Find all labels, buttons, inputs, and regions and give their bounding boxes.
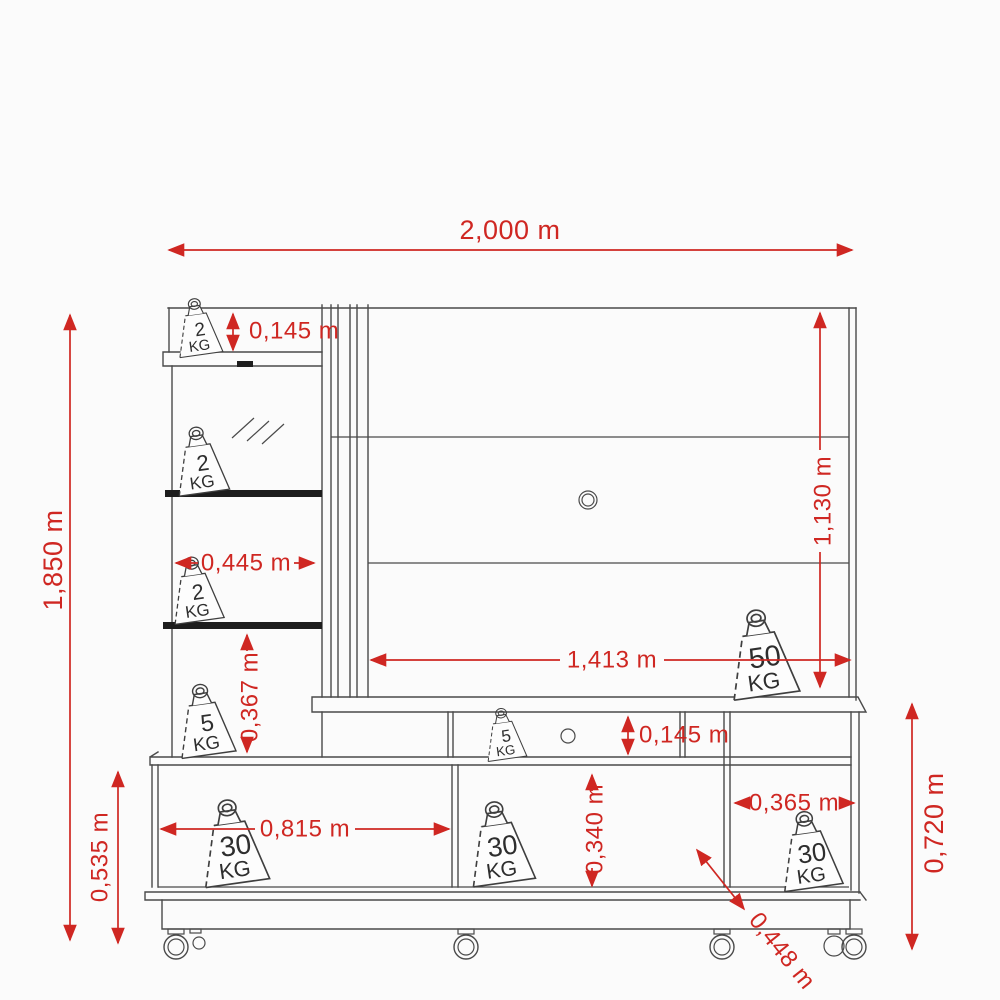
- weight-icon-30kg-bottom-right: [774, 808, 843, 892]
- tv-panel-seams: [331, 437, 849, 563]
- weight-value-label: 5: [198, 709, 216, 738]
- caster-icon-left: [164, 929, 205, 959]
- dim-middle-niche-height: [628, 717, 729, 754]
- dim-panel-width-label: 1,413 m: [566, 646, 658, 674]
- weight-icon-5kg-middle-niche: [481, 706, 527, 762]
- weight-unit-label: KG: [495, 741, 517, 760]
- caster-icon-right: [824, 929, 866, 959]
- cabinet-left-wall: [152, 765, 158, 887]
- caster-icon-mid-left: [454, 929, 478, 959]
- weight-icon-2kg-glass-shelf: [170, 424, 230, 496]
- dim-lower-section-height: [912, 704, 949, 949]
- dim-bottom-right-width-label: 0,365 m: [748, 789, 840, 817]
- weight-value-label: 50: [746, 639, 784, 676]
- weight-unit-label: KG: [184, 599, 211, 622]
- dim-left-niche-height: [237, 635, 264, 752]
- weight-unit-label: KG: [795, 863, 828, 889]
- tv-panel-ledge: [312, 697, 866, 712]
- dim-depth-label: 0,448 m: [743, 907, 821, 995]
- weight-value-label: 2: [194, 449, 211, 477]
- dim-total-height: [38, 315, 70, 940]
- cable-hole-icon: [579, 491, 597, 509]
- dim-left-niche-height-label: 0,367 m: [236, 651, 264, 743]
- dim-bottom-right-width: [735, 790, 854, 817]
- cabinet-bottom-board: [145, 892, 866, 900]
- dim-left-shelf-width-label: 0,445 m: [200, 549, 292, 577]
- dim-bottom-left-width: [161, 816, 449, 843]
- dim-base-section-height: [87, 772, 119, 943]
- dim-top-shelf-height-label: 0,145 m: [249, 317, 340, 345]
- weight-value-label: 30: [795, 837, 829, 870]
- caster-icon-mid-right: [710, 929, 734, 959]
- dim-middle-niche-height-label: 0,145 m: [639, 721, 730, 749]
- weight-value-label: 30: [217, 827, 254, 863]
- dim-lower-section-height-label: 0,720 m: [919, 772, 949, 874]
- weight-value-label: 2: [193, 319, 207, 342]
- weight-unit-label: KG: [746, 667, 782, 697]
- dim-base-section-height-label: 0,535 m: [86, 811, 114, 903]
- shelf-lock-mark: [237, 361, 253, 367]
- dim-bottom-niche-height: [582, 775, 609, 886]
- weight-value-label: 2: [190, 578, 206, 606]
- weight-icon-2kg-top-shelf: [172, 296, 223, 358]
- dim-total-width-label: 2,000 m: [459, 215, 561, 245]
- weight-icon-30kg-bottom-left: [194, 796, 270, 888]
- dim-bottom-left-width-label: 0,815 m: [259, 815, 351, 843]
- slat-panel: [322, 305, 368, 697]
- weight-icon-5kg-lower-left: [172, 681, 236, 759]
- dim-bottom-niche-height-label: 0,340 m: [581, 783, 609, 875]
- weight-unit-label: KG: [188, 470, 216, 494]
- weight-value-label: 30: [485, 828, 520, 864]
- dim-total-height-label: 1,850 m: [38, 509, 68, 611]
- weight-value-label: 5: [500, 726, 513, 747]
- weight-unit-label: KG: [484, 856, 519, 884]
- dim-total-width: [169, 215, 852, 250]
- dim-panel-height-label: 1,130 m: [809, 455, 837, 547]
- drawer-knob: [561, 729, 575, 743]
- weight-icon-30kg-bottom-middle: [462, 798, 535, 887]
- dim-top-shelf-height: [233, 314, 339, 350]
- glass-reflection-icon: [232, 418, 284, 444]
- dim-panel-height: [810, 313, 837, 687]
- weight-unit-label: KG: [187, 337, 212, 356]
- tv-panel-right-edge: [849, 308, 856, 700]
- weight-unit-label: KG: [217, 855, 253, 885]
- weight-icon-50kg-panel-shelf: [722, 606, 800, 701]
- weight-unit-label: KG: [191, 730, 222, 756]
